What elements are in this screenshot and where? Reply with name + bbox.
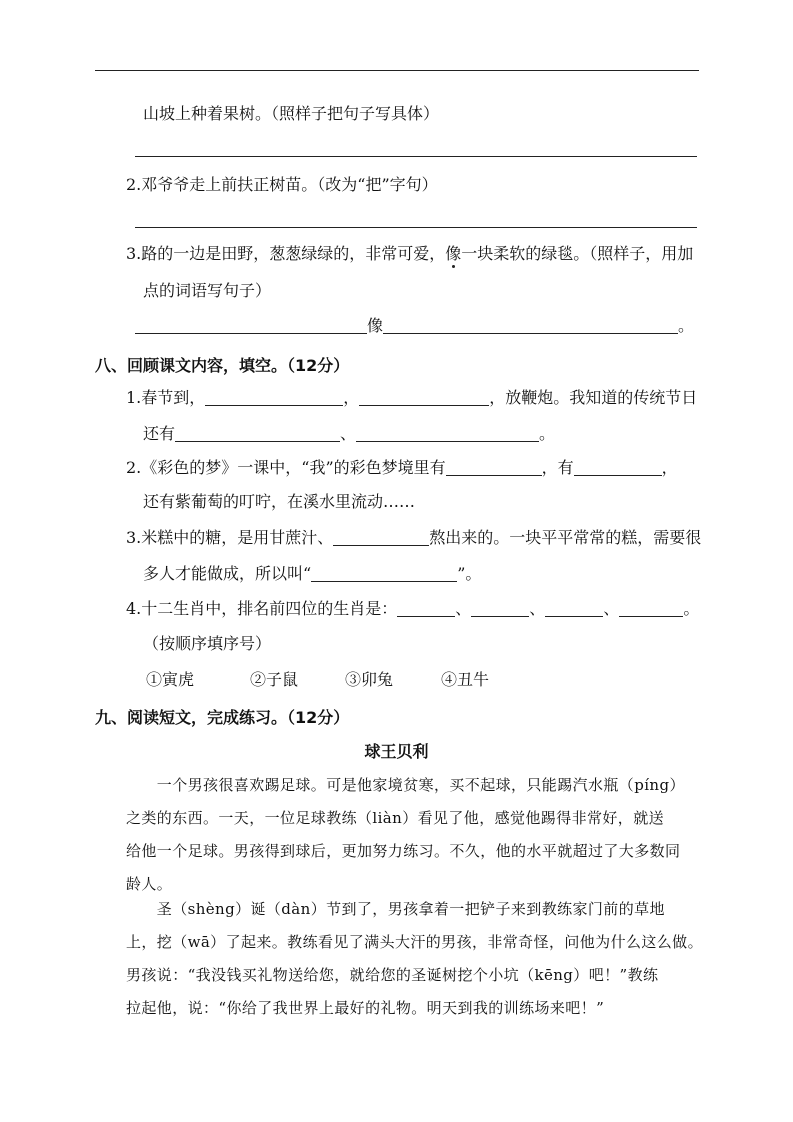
- q7-item3-answer-row: [135, 315, 694, 337]
- q8-i1-c: ，放鞭炮。我知道的传统节日: [489, 388, 698, 407]
- q8-i4-sep-3: 、: [603, 599, 620, 618]
- passage-line: 上，挖（wā）了起来。教练看见了满头大汗的男孩，非常奇怪，问他为什么这么做。: [126, 933, 703, 951]
- q8-item4-line1: [126, 598, 699, 620]
- q8-heading: 八、回顾课文内容，填空。（12分）: [95, 356, 350, 375]
- q8-i1-blank-3[interactable]: [175, 425, 340, 442]
- q8-i3-b: 熬出来的。一块平平常常的糕，需要很: [429, 528, 702, 547]
- q8-item1-line2: [143, 423, 555, 445]
- q8-i3-c: 多人才能做成，所以叫“: [143, 564, 312, 583]
- q8-i2-b: ，有: [541, 458, 574, 477]
- q8-i1-blank-1[interactable]: [205, 389, 343, 406]
- q8-i4-blank-3[interactable]: [545, 600, 603, 617]
- q8-i1-blank-2[interactable]: [359, 389, 489, 406]
- passage-line: 龄人。: [126, 875, 173, 893]
- q7-item3-post: 一块柔软的绿毯。（照样子，用加: [461, 244, 694, 263]
- q9-heading: 九、阅读短文，完成练习。（12分）: [95, 708, 350, 727]
- q8-item3-line2: [143, 563, 481, 585]
- q8-i4-sep-2: 、: [529, 599, 546, 618]
- q7-item2-answer-line[interactable]: [135, 227, 697, 228]
- q8-item2-line2: 还有紫葡萄的叮咛，在溪水里流动……: [143, 492, 416, 511]
- q7-item3-xiang: 像: [367, 316, 384, 335]
- q8-item3-line1: [126, 527, 701, 549]
- passage-line: 给他一个足球。男孩得到球后，更加努力练习。不久，他的水平就超过了大多数同: [126, 842, 681, 860]
- top-rule: [95, 70, 699, 71]
- q8-i1-d: 还有: [143, 424, 176, 443]
- q7-item3-line1: [126, 243, 693, 265]
- q7-item3-blank-1[interactable]: [135, 317, 367, 334]
- q8-i1-e: 、: [340, 424, 357, 443]
- passage-line: 一个男孩很喜欢踢足球。可是他家境贫寒，买不起球，只能踢汽水瓶（píng）: [126, 776, 685, 794]
- q8-item4-note: （按顺序填序号）: [143, 634, 272, 653]
- q8-i4-blank-4[interactable]: [619, 600, 683, 617]
- q8-i1-a: 1.春节到，: [126, 388, 206, 407]
- q8-i4-blank-2[interactable]: [471, 600, 529, 617]
- q7-item2-text: 2.邓爷爷走上前扶正树苗。（改为“把”字句）: [126, 175, 438, 194]
- passage-paragraph-2: [126, 893, 703, 1025]
- passage-line: 之类的东西。一天，一位足球教练（liàn）看见了他，感觉他踢得非常好，就送: [126, 809, 665, 827]
- q7-item3-pre: 3.路的一边是田野，葱葱绿绿的，非常可爱，: [126, 244, 446, 263]
- q8-i2-blank-2[interactable]: [574, 459, 662, 476]
- q8-i4-a: 4.十二生肖中，排名前四位的生肖是：: [126, 599, 398, 618]
- q7-item3-blank-2[interactable]: [383, 317, 678, 334]
- q8-item1-line1: [126, 387, 697, 409]
- q8-option-4: ④丑牛: [441, 670, 490, 689]
- q8-i3-a: 3.米糕中的糖，是用甘蔗汁、: [126, 528, 334, 547]
- q8-i2-c: ，: [661, 458, 678, 477]
- q8-option-1: ①寅虎: [146, 670, 195, 689]
- q7-item3-line2: 点的词语写句子）: [143, 281, 272, 300]
- q7-item1-answer-line[interactable]: [135, 156, 697, 157]
- q8-i1-b: ，: [343, 388, 360, 407]
- q8-i3-blank-2[interactable]: [311, 565, 457, 582]
- q8-option-3: ③卯兔: [345, 670, 394, 689]
- q8-item2-line1: [126, 457, 678, 479]
- q8-i1-blank-4[interactable]: [356, 425, 539, 442]
- q7-item1-text: 山坡上种着果树。（照样子把句子写具体）: [143, 104, 440, 123]
- passage-line: 圣（shèng）诞（dàn）节到了，男孩拿着一把铲子来到教练家门前的草地: [126, 900, 665, 918]
- q7-item3-dotted-word: 像: [445, 244, 462, 263]
- passage-title: 球王贝利: [364, 742, 429, 761]
- q8-i3-blank-1[interactable]: [333, 529, 429, 546]
- q8-i2-a: 2.《彩色的梦》一课中，“我”的彩色梦境里有: [126, 458, 446, 477]
- q7-item3-end: 。: [678, 316, 695, 335]
- q8-i3-d: ”。: [457, 564, 482, 583]
- passage-line: 男孩说：“我没钱买礼物送给您，就给您的圣诞树挖个小坑（kēng）吧！”教练: [126, 966, 659, 984]
- passage-paragraph-1: [126, 769, 685, 901]
- q8-option-2: ②子鼠: [250, 670, 299, 689]
- q8-i4-blank-1[interactable]: [397, 600, 455, 617]
- passage-line: 拉起他，说：“你给了我世界上最好的礼物。明天到我的训练场来吧！”: [126, 999, 605, 1017]
- q8-i2-blank-1[interactable]: [446, 459, 542, 476]
- q8-i4-sep-1: 、: [455, 599, 472, 618]
- q8-i4-end: 。: [683, 599, 700, 618]
- q8-i1-f: 。: [539, 424, 556, 443]
